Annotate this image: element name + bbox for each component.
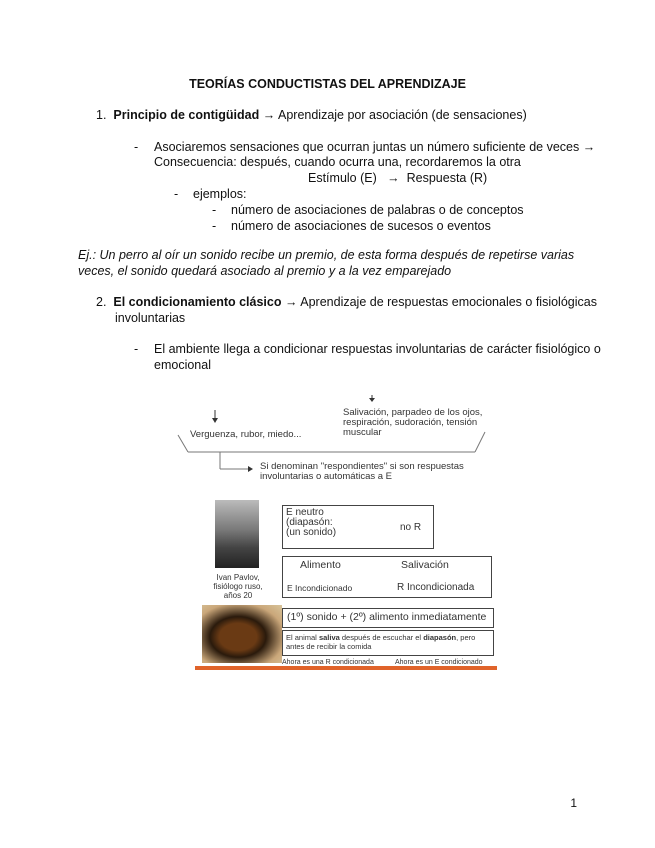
- section-1-bullet-line-2: Consecuencia: después, cuando ocurra una, recordaremos la otra: [154, 155, 521, 169]
- example-item: número de asociaciones de palabras o de conceptos: [231, 203, 524, 217]
- neutral-stimulus-text: [286, 508, 336, 538]
- conditioned-stimulus-note: Ahora es un E condicionado: [395, 659, 483, 666]
- bullet-dash: -: [212, 203, 217, 217]
- text-part: , pero: [456, 633, 476, 642]
- bullet-dash: -: [134, 140, 139, 154]
- section-2-subtitle-cont: involuntarias: [115, 311, 186, 325]
- conditioned-response-note: Ahora es una R condicionada: [282, 659, 374, 666]
- bullet-dash: -: [174, 187, 179, 201]
- section-2-heading: [96, 295, 597, 309]
- responses-line: respiración, sudoración, tensión: [343, 417, 478, 428]
- section-2-bullet-line-1: El ambiente llega a condicionar respuestas involuntarias de carácter fisiológico o: [154, 342, 601, 356]
- section-1-bullet-line-1: Asociaremos sensaciones que ocurran juntas un número suficiente de veces →: [154, 140, 596, 154]
- page-number: 1: [570, 796, 577, 810]
- box-line: E neutro: [286, 507, 324, 518]
- bullet-dash: -: [212, 219, 217, 233]
- stimulus-response-formula: Estímulo (E) → Respuesta (R): [308, 171, 488, 185]
- unconditioned-box: [282, 556, 492, 598]
- bullet-dash: -: [134, 342, 139, 356]
- caption-line: Ivan Pavlov,: [216, 573, 260, 582]
- document-title: TEORÍAS CONDUCTISTAS DEL APRENDIZAJE: [189, 77, 466, 91]
- text-part: El animal: [286, 633, 319, 642]
- orange-divider: [195, 666, 497, 670]
- respondents-note: [260, 462, 464, 482]
- example-paragraph-line-2: veces, el sonido quedará asociado al premio y a la vez emparejado: [78, 264, 452, 278]
- box-line: (diapasón:: [286, 517, 333, 528]
- example-paragraph-line-1: Ej.: Un perro al oír un sonido recibe un premio, de esta forma después de repetirse varias: [78, 248, 575, 262]
- pairing-box: [282, 608, 494, 628]
- unconditioned-response-label: R Incondicionada: [397, 582, 475, 593]
- note-line: involuntarias o automáticas a E: [260, 471, 393, 482]
- explanation-line-2: antes de recibir la comida: [286, 642, 372, 651]
- physiological-responses-label: [343, 408, 482, 438]
- caption-line: fisiólogo ruso,: [213, 582, 263, 591]
- unconditioned-stimulus-label: E Incondicionado: [287, 583, 353, 593]
- responses-line: muscular: [343, 427, 382, 438]
- salivation-label: Salivación: [401, 559, 449, 571]
- section-1-subtitle: → Aprendizaje por asociación (de sensaciones): [259, 108, 527, 122]
- section-2-title: El condicionamiento clásico: [113, 295, 282, 309]
- text-part-bold: saliva: [318, 633, 340, 642]
- section-1-number: 1.: [96, 108, 107, 122]
- salivation-explanation-box: [282, 630, 494, 656]
- pavlov-portrait: [215, 500, 259, 568]
- emotional-responses-label: Verguenza, rubor, miedo...: [190, 429, 302, 440]
- box-line: (un sonido): [286, 527, 337, 538]
- section-2-subtitle: → Aprendizaje de respuestas emocionales o fisiológicas: [281, 295, 597, 309]
- section-2-number: 2.: [96, 295, 107, 309]
- text-part-bold: diapasón: [423, 633, 457, 642]
- pavlov-caption: [208, 573, 268, 600]
- dog-photo: [202, 605, 282, 663]
- explanation-line-1: [286, 633, 475, 642]
- section-1-title: Principio de contigüidad: [113, 108, 260, 122]
- food-label: Alimento: [300, 559, 341, 571]
- examples-label: ejemplos:: [193, 187, 247, 201]
- example-item: número de asociaciones de sucesos o eventos: [231, 219, 491, 233]
- no-response-label: no R: [400, 522, 422, 533]
- neutral-stimulus-box: [282, 505, 434, 549]
- note-line: Si denominan "respondientes" si son respuestas: [260, 461, 464, 472]
- classical-conditioning-diagram: [170, 390, 500, 675]
- text-part: después de escuchar el: [339, 633, 424, 642]
- responses-line: Salivación, parpadeo de los ojos,: [343, 407, 483, 418]
- pairing-text: (1º) sonido + (2º) alimento inmediatamente: [287, 611, 487, 623]
- caption-line: años 20: [223, 591, 253, 600]
- section-1-heading: [96, 108, 527, 122]
- section-2-bullet-line-2: emocional: [154, 358, 211, 372]
- salivation-explanation: [286, 633, 475, 651]
